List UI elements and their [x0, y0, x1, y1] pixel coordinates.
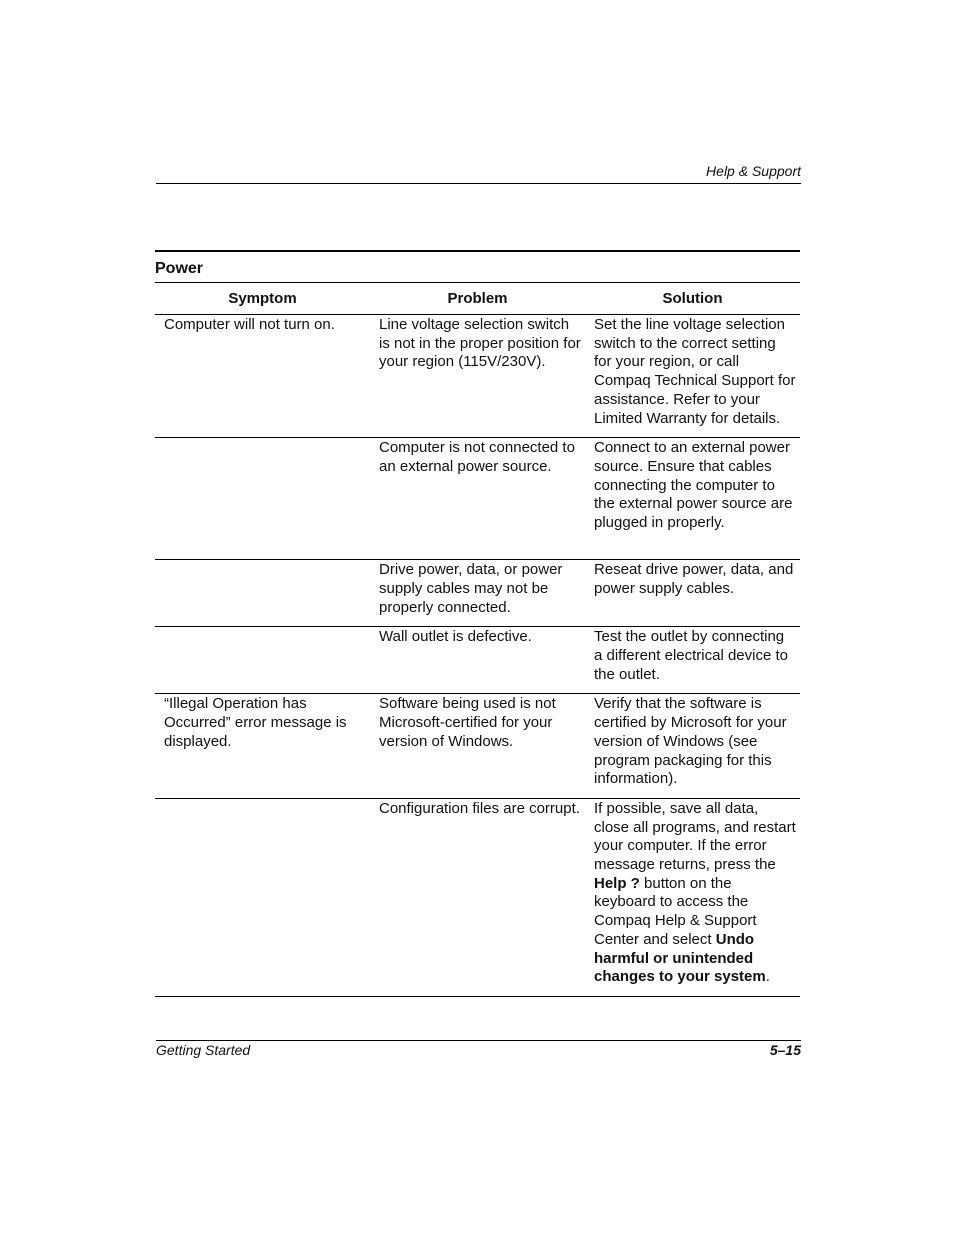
- problem-cell: Drive power, data, or power supply cables may not be properly connected.: [370, 560, 585, 627]
- solution-cell: [585, 798, 800, 996]
- problem-cell: Configuration files are corrupt.: [370, 798, 585, 996]
- solution-text: button on the keyboard to access the Compaq Help & Support Center and select: [594, 874, 757, 948]
- solution-cell: Verify that the software is certified by Microsoft for your version of Windows (see program packaging for this information).: [585, 694, 800, 799]
- help-key-label: Help ?: [594, 874, 640, 892]
- power-troubleshooting-table: [155, 250, 800, 997]
- table-title: Power: [155, 260, 204, 277]
- table-row: [155, 438, 800, 560]
- solution-cell: Test the outlet by connecting a different electrical device to the outlet.: [585, 627, 800, 694]
- table-row: [155, 627, 800, 694]
- symptom-cell: [155, 560, 370, 627]
- footer-book-title: Getting Started: [156, 1042, 251, 1058]
- solution-cell: Reseat drive power, data, and power supply cables.: [585, 560, 800, 627]
- table-row: [155, 560, 800, 627]
- problem-cell: Wall outlet is defective.: [370, 627, 585, 694]
- footer-rule: [156, 1040, 801, 1041]
- table-row: [155, 315, 800, 438]
- symptom-cell: “Illegal Operation has Occurred” error message is displayed.: [155, 694, 370, 799]
- page-number: 5–15: [769, 1042, 801, 1058]
- table-header-row: [155, 283, 800, 315]
- solution-text: If possible, save all data, close all programs, and restart your computer. If the error message returns, press the: [594, 799, 796, 874]
- symptom-cell: [155, 627, 370, 694]
- solution-text: .: [765, 968, 770, 986]
- symptom-cell: [155, 798, 370, 996]
- symptom-cell: [155, 438, 370, 560]
- table: [155, 282, 800, 997]
- table-row: [155, 798, 800, 996]
- column-header-problem: Problem: [370, 283, 585, 315]
- column-header-solution: Solution: [585, 283, 800, 315]
- solution-cell: Set the line voltage selection switch to the correct setting for your region, or call Compaq Technical Support for assistance. Refer to your Limited Warranty for details.: [585, 315, 800, 438]
- problem-cell: Software being used is not Microsoft-certified for your version of Windows.: [370, 694, 585, 799]
- column-header-symptom: Symptom: [155, 283, 370, 315]
- symptom-cell: Computer will not turn on.: [155, 315, 370, 438]
- running-header: Help & Support: [706, 163, 801, 179]
- table-row: [155, 694, 800, 799]
- header-rule: [156, 183, 801, 184]
- solution-cell: Connect to an external power source. Ensure that cables connecting the computer to the external power source are plugged in properly.: [585, 438, 800, 560]
- problem-cell: Line voltage selection switch is not in the proper position for your region (115V/230V).: [370, 315, 585, 438]
- undo-option-label: Undo harmful or unintended changes to your system: [594, 930, 766, 986]
- problem-cell: Computer is not connected to an external power source.: [370, 438, 585, 560]
